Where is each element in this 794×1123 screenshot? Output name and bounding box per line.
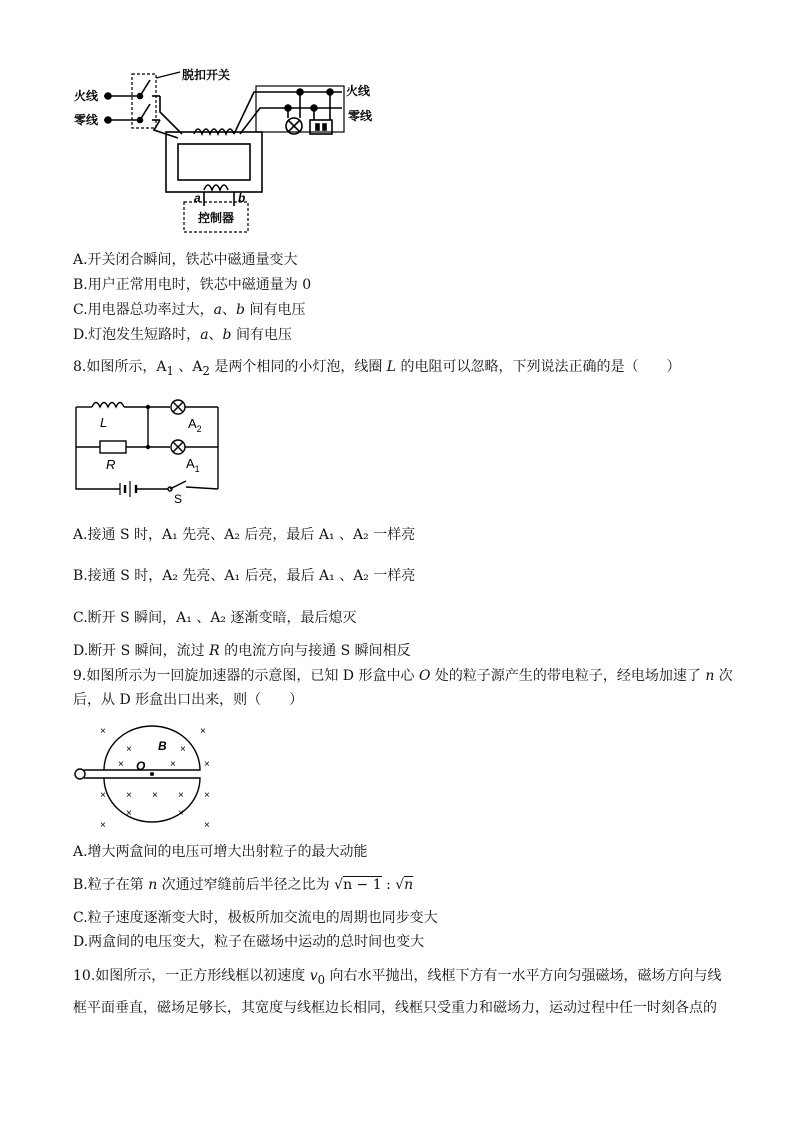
- field-mark: ×: [100, 790, 106, 801]
- q10-stem-line1: 10.如图所示，一正方形线框以初速度 $v_0$ 向右水平抛出，线框下方有一水平方向匀强磁场，磁场方向与线: [73, 968, 722, 987]
- figure-cyclotron: [70, 722, 220, 832]
- label-a2: $A_2$: [188, 416, 202, 434]
- q9-option-a: A.增大两盒间的电压可增大出射粒子的最大动能: [73, 844, 368, 860]
- sqrt-left: √n − 1: [334, 877, 382, 893]
- label-neutral-left: 零线: [74, 113, 99, 127]
- field-mark: ×: [126, 744, 132, 755]
- field-mark: ×: [204, 820, 210, 831]
- label-a: a: [194, 191, 201, 205]
- figure-lamp-circuit: [70, 393, 230, 505]
- q9-option-d: D.两盒间的电压变大，粒子在磁场中运动的总时间也变大: [73, 934, 425, 950]
- q8-option-a: A.接通 S 时，A₁ 先亮、A₂ 后亮，最后 A₁ 、A₂ 一样亮: [73, 527, 416, 543]
- label-r: R: [106, 457, 116, 472]
- field-mark: ×: [204, 759, 210, 770]
- q8-option-d: D.断开 S 瞬间，流过 R 的电流方向与接通 S 瞬间相反: [73, 643, 411, 659]
- label-l: L: [100, 415, 108, 430]
- field-mark: ×: [178, 808, 184, 819]
- q7-option-c: C.用电器总功率过大，a、b 间有电压: [73, 302, 306, 318]
- figure-leakage-protector: [70, 68, 380, 240]
- field-mark: ×: [170, 759, 176, 770]
- label-b: b: [238, 191, 246, 205]
- q8-option-c: C.断开 S 瞬间，A₁ 、A₂ 逐渐变暗，最后熄灭: [73, 610, 357, 626]
- q8-option-b: B.接通 S 时，A₂ 先亮、A₁ 后亮，最后 A₁ 、A₂ 一样亮: [73, 568, 416, 584]
- q9-option-c: C.粒子速度逐渐变大时，极板所加交流电的周期也同步变大: [73, 910, 438, 926]
- q9-stem-line2: 后，从 D 形盒出口出来，则（ ）: [73, 692, 304, 708]
- field-mark: ×: [178, 790, 184, 801]
- field-mark: ×: [126, 790, 132, 801]
- label-s: S: [174, 492, 183, 505]
- label-b-field: B: [158, 739, 167, 753]
- field-mark: ×: [204, 790, 210, 801]
- q7-option-b: B.用户正常用电时，铁芯中磁通量为 0: [73, 277, 312, 293]
- label-trip-switch: 脱扣开关: [182, 68, 231, 82]
- label-o-center: O: [136, 759, 146, 773]
- q7-option-a: A.开关闭合瞬间，铁芯中磁通量变大: [73, 252, 298, 268]
- label-neutral-right: 零线: [348, 109, 373, 123]
- q8-stem: 8.如图所示，$A_1$ 、$A_2$ 是两个相同的小灯泡，线圈 L 的电阻可以忽略，下列说法正确的是（ ）: [73, 359, 681, 378]
- field-mark: ×: [100, 726, 106, 737]
- label-live-right: 火线: [346, 84, 371, 98]
- field-mark: ×: [180, 744, 186, 755]
- field-mark: ×: [200, 726, 206, 737]
- label-a1: $A_1$: [186, 456, 200, 474]
- field-mark: ×: [118, 759, 124, 770]
- q9-stem-line1: 9.如图所示为一回旋加速器的示意图，已知 D 形盒中心 O 处的粒子源产生的带电粒子，经电场加速了 n 次: [73, 668, 733, 684]
- label-live-left: 火线: [74, 89, 99, 103]
- q9-option-b: B.粒子在第 n 次通过窄缝前后半径之比为 √n − 1 : √n: [73, 877, 414, 893]
- field-mark: ×: [126, 808, 132, 819]
- label-controller: 控制器: [198, 211, 235, 225]
- field-mark: ×: [100, 820, 106, 831]
- sqrt-right: √n: [395, 877, 414, 893]
- q7-option-d: D.灯泡发生短路时，a、b 间有电压: [73, 327, 292, 343]
- field-mark: ×: [152, 790, 158, 801]
- q10-stem-line2: 框平面垂直，磁场足够长，其宽度与线框边长相同，线框只受重力和磁场力，运动过程中任一时刻各点的: [73, 1000, 717, 1016]
